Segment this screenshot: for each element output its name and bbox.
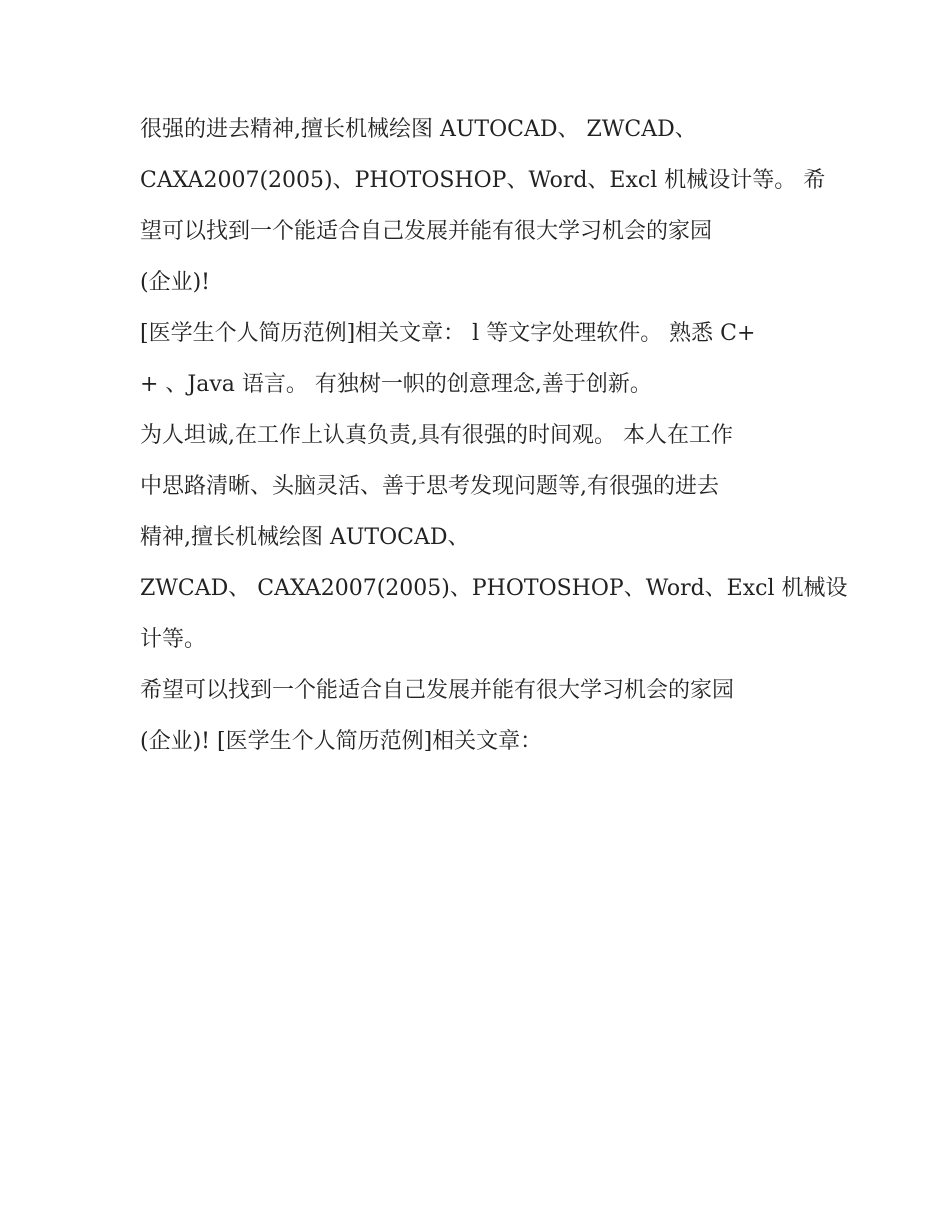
text-line: CAXA2007(2005)、PHOTOSHOP、Word、Excl 机械设计等。 希 [140, 168, 826, 193]
text-line: [医学生个人简历范例]相关文章： l 等文字处理软件。 熟悉 C+ [140, 321, 756, 346]
text-line: 为人坦诚,在工作上认真负责,具有很强的时间观。 本人在工作 [140, 423, 733, 448]
text-line: + 、Java 语言。 有独树一帜的创意理念,善于创新。 [140, 372, 652, 397]
text-line: 望可以找到一个能适合自己发展并能有很大学习机会的家园 [140, 219, 713, 244]
document-body [140, 104, 848, 767]
text-line: 希望可以找到一个能适合自己发展并能有很大学习机会的家园 [140, 678, 735, 703]
text-line: (企业)! [140, 270, 211, 295]
text-line: 精神,擅长机械绘图 AUTOCAD、 [140, 525, 470, 550]
text-line: 计等。 [140, 627, 207, 652]
text-line: (企业)! [医学生个人简历范例]相关文章： [140, 729, 543, 754]
text-line: 很强的进去精神,擅长机械绘图 AUTOCAD、 ZWCAD、 [140, 117, 697, 142]
text-line: ZWCAD、 CAXA2007(2005)、PHOTOSHOP、Word、Excl 机械设 [140, 576, 848, 601]
text-line: 中思路清晰、头脑灵活、善于思考发现问题等,有很强的进去 [140, 474, 719, 499]
